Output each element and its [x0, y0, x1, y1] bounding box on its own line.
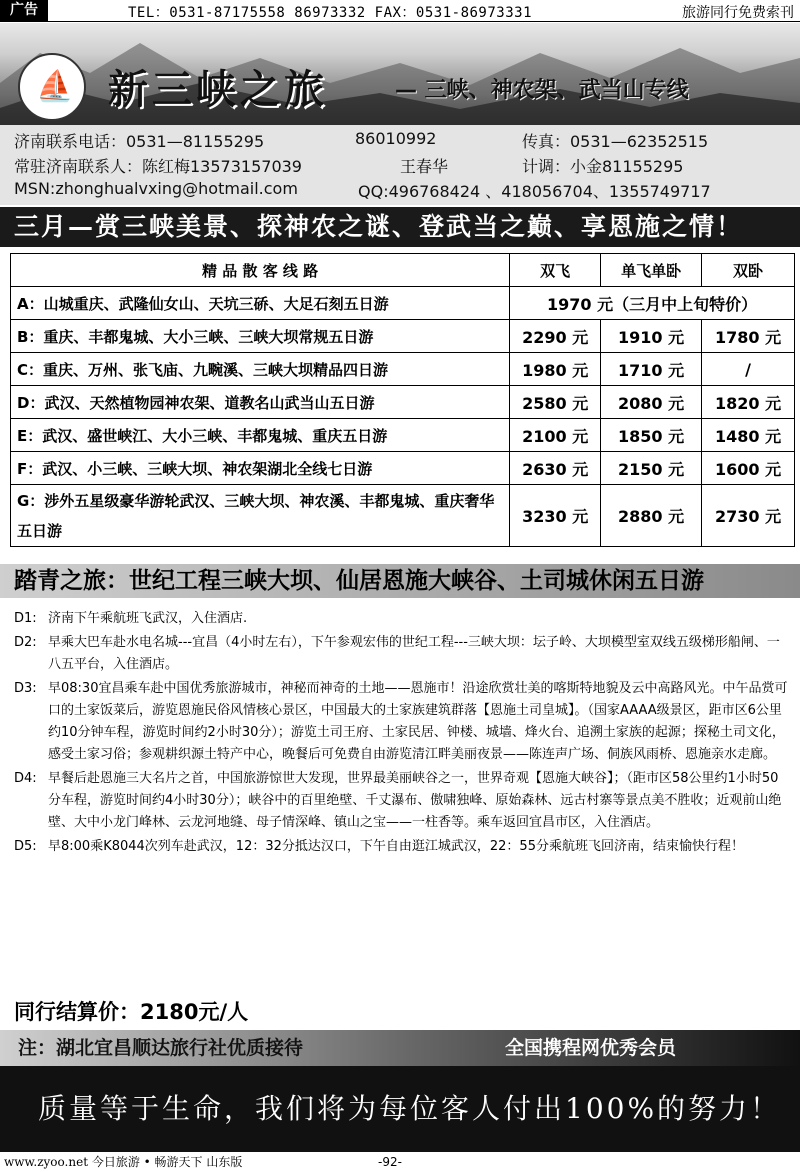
price-double-train: 1780 元 — [702, 320, 795, 353]
price-flight-train: 2150 元 — [601, 452, 702, 485]
table-row — [11, 452, 795, 485]
price-double-flight: 1980 元 — [510, 353, 601, 386]
table-row — [11, 386, 795, 419]
ship-icon: ⛵ — [36, 69, 74, 104]
price-double-train: / — [702, 353, 795, 386]
banner-subtitle: — 三峡、神农架、武当山专线 — [395, 78, 689, 103]
table-row — [11, 485, 795, 547]
itinerary — [14, 608, 790, 860]
reception-note: 注：湖北宜昌顺达旅行社优质接待 — [18, 1037, 304, 1059]
price-flight-train: 1910 元 — [601, 320, 702, 353]
price-double-train: 1480 元 — [702, 419, 795, 452]
page-number: -92- — [378, 1155, 402, 1169]
table-row — [11, 353, 795, 386]
contact-qq: QQ:496768424 、418056704、1355749717 — [358, 182, 711, 201]
trip-title-bar: 踏青之旅：世纪工程三峡大坝、仙居恩施大峡谷、土司城休闲五日游 — [0, 564, 800, 598]
footer — [0, 1152, 800, 1172]
contact-phone: 济南联系电话：0531—81155295 — [14, 132, 265, 151]
day-label: D1: — [14, 611, 37, 626]
price-double-train: 2730 元 — [702, 485, 795, 547]
price-double-train: 1600 元 — [702, 452, 795, 485]
table-header-row — [11, 254, 795, 287]
free-catalog-text: 旅游同行免费索刊 — [682, 5, 794, 21]
day-text: 早乘大巴车赴水电名城---宜昌（4小时左右），下午参观宏伟的世纪工程---三峡大坝：坛子岭、大坝模型室双线五级梯形船闸、一八五平台，入住酒店。 — [48, 635, 780, 672]
itinerary-day — [14, 836, 790, 858]
price-double-flight: 2100 元 — [510, 419, 601, 452]
member-badge: 全国携程网优秀会员 — [505, 1037, 677, 1059]
price-double-flight: 3230 元 — [510, 485, 601, 547]
routes-table — [10, 253, 795, 547]
table-row — [11, 419, 795, 452]
table-row — [11, 320, 795, 353]
contact-block — [0, 125, 800, 205]
price-double-flight: 2630 元 — [510, 452, 601, 485]
contact-dispatcher: 计调：小金81155295 — [522, 157, 684, 176]
price-flight-train: 2880 元 — [601, 485, 702, 547]
header-phones: TEL：0531-87175558 86973332 FAX：0531-86973331 — [128, 5, 533, 21]
itinerary-day — [14, 768, 790, 834]
company-logo — [18, 53, 86, 121]
ad-tag: 广告 — [0, 0, 48, 21]
contact-msn: MSN:zhonghualvxing@hotmail.com — [14, 179, 298, 198]
top-bar — [0, 0, 800, 22]
itinerary-day — [14, 632, 790, 676]
price-double-train: 1820 元 — [702, 386, 795, 419]
day-label: D5: — [14, 839, 37, 854]
day-text: 济南下午乘航班飞武汉，入住酒店. — [48, 611, 248, 626]
route-name: C：重庆、万州、张飞庙、九畹溪、三峡大坝精品四日游 — [11, 353, 510, 386]
day-text: 早08:30宜昌乘车赴中国优秀旅游城市，神秘而神奇的土地——恩施市！沿途欣赏壮美的喀斯特地貌及云中高路风光。中午品赏可口的土家饭菜后，游览恩施民俗风情核心景区，中国最大的土家族建筑群落【恩施土司皇城】。（国家AAAA级景区，距市区6公里约10分钟车程，游览时间约2小时30分）；游览土司王府、土家民居、钟楼、城墙、烽火台、追溯土家族的起源；探秘土司文化，感受土家习俗；参观耕织源土特产中心，晚餐后可免费自由游览清江畔美丽夜景——陈连声广场、侗族风雨桥、恩施亲水走廊。 — [48, 681, 788, 762]
price-flight-train: 1710 元 — [601, 353, 702, 386]
header-flight-train: 单飞单卧 — [601, 254, 702, 287]
route-name: A：山城重庆、武隆仙女山、天坑三硚、大足石刻五日游 — [11, 287, 510, 320]
price-double-flight: 2580 元 — [510, 386, 601, 419]
note-bar — [0, 1030, 800, 1066]
contact-person: 常驻济南联系人：陈红梅13573157039 — [14, 157, 302, 176]
route-name: E：武汉、盛世峡江、大小三峡、丰都鬼城、重庆五日游 — [11, 419, 510, 452]
day-text: 早8:00乘K8044次列车赴武汉，12：32分抵达汉口，下午自由逛江城武汉，22：55分乘航班飞回济南，结束愉快行程！ — [48, 839, 744, 854]
day-label: D2: — [14, 635, 37, 650]
route-name: F：武汉、小三峡、三峡大坝、神农架湖北全线七日游 — [11, 452, 510, 485]
header-double-flight: 双飞 — [510, 254, 601, 287]
quality-slogan: 质量等于生命，我们将为每位客人付出100%的努力！ — [0, 1066, 800, 1152]
banner-title: 新三峡之旅 — [108, 66, 328, 113]
route-name: B：重庆、丰都鬼城、大小三峡、三峡大坝常规五日游 — [11, 320, 510, 353]
route-name: D：武汉、天然植物园神农架、道教名山武当山五日游 — [11, 386, 510, 419]
contact-fax: 传真：0531—62352515 — [522, 132, 709, 151]
contact-person-2: 王春华 — [400, 157, 449, 176]
itinerary-day — [14, 678, 790, 766]
day-label: D4: — [14, 771, 37, 786]
header-route: 精 品 散 客 线 路 — [11, 254, 510, 287]
banner — [0, 23, 800, 125]
route-name: G：涉外五星级豪华游轮武汉、三峡大坝、神农溪、丰都鬼城、重庆奢华五日游 — [11, 485, 510, 547]
settlement-price: 同行结算价：2180元/人 — [14, 1000, 249, 1024]
itinerary-day — [14, 608, 790, 630]
price-double-flight: 2290 元 — [510, 320, 601, 353]
day-label: D3: — [14, 681, 37, 696]
header-double-train: 双卧 — [702, 254, 795, 287]
footer-site: www.zyoo.net 今日旅游 • 畅游天下 山东版 — [4, 1155, 243, 1169]
route-special-price: 1970 元（三月中上旬特价） — [510, 287, 795, 320]
contact-phone-2: 86010992 — [355, 129, 437, 148]
table-row — [11, 287, 795, 320]
price-flight-train: 2080 元 — [601, 386, 702, 419]
slogan-bar: 三月—赏三峡美景、探神农之谜、登武当之巅、享恩施之情！ — [0, 207, 800, 247]
day-text: 早餐后赴恩施三大名片之首，中国旅游惊世大发现，世界最美丽峡谷之一，世界奇观【恩施大峡谷】；（距市区58公里约1小时50分车程，游览时间约4小时30分）；峡谷中的百里绝壁、千丈瀑布、傲啸独峰、原始森林、远古村寨等景点美不胜收；近观前山绝壁、大中小龙门峰林、云龙河地缝、母子情深峰、镇山之宝——一柱香等。乘车返回宜昌市区，入住酒店。 — [48, 771, 782, 830]
price-flight-train: 1850 元 — [601, 419, 702, 452]
